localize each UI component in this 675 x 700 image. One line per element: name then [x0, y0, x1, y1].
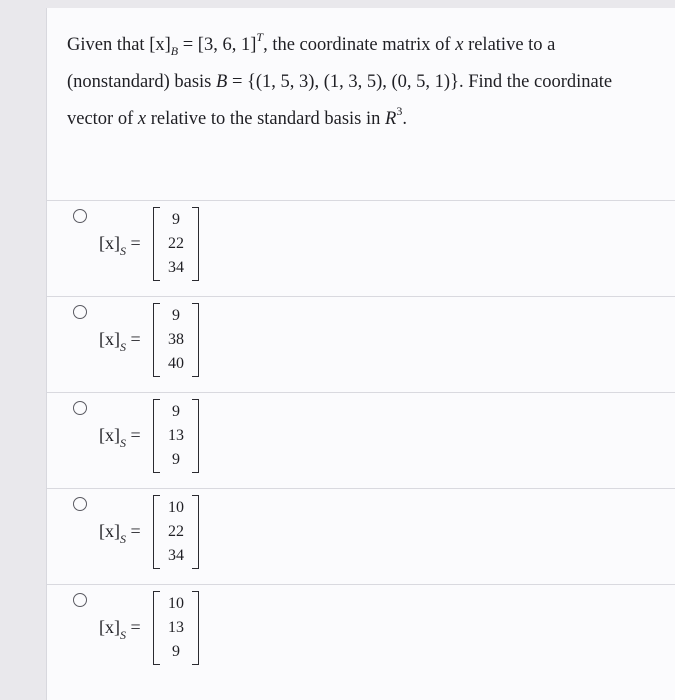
radio-button-icon[interactable]: [73, 305, 87, 319]
question-text: Given that $[x]_B = [3$, 6, 1]$^T$, the coordinate matrix of x relative to a (nonstandard) basis B = {(1, 5, 3), (1, 3, 5), (0, 5, 1)}. Find the coordinate vector of x relative to the standard basis in $R^3$.: [67, 30, 613, 129]
radio-button-icon[interactable]: [73, 593, 87, 607]
answer-option-5[interactable]: [47, 584, 675, 681]
option-label: $[x]_S$ =: [99, 617, 141, 642]
option-label: $[x]_S$ =: [99, 521, 141, 546]
vector-entry: 22: [168, 235, 184, 252]
vector-entry: 10: [168, 499, 184, 516]
vector-entry: 9: [172, 643, 180, 660]
vector-entry: 9: [172, 451, 180, 468]
radio-button-icon[interactable]: [73, 497, 87, 511]
column-vector: [153, 591, 199, 665]
vector-entry: 38: [168, 331, 184, 348]
vector-entry: 34: [168, 547, 184, 564]
question-card: [46, 8, 675, 700]
vector-entry: 9: [172, 211, 180, 228]
radio-button-icon[interactable]: [73, 209, 87, 223]
option-label: $[x]_S$ =: [99, 233, 141, 258]
radio-button-icon[interactable]: [73, 401, 87, 415]
column-vector: [153, 495, 199, 569]
option-label: $[x]_S$ =: [99, 329, 141, 354]
column-vector: [153, 399, 199, 473]
column-vector: [153, 303, 199, 377]
vector-entry: 40: [168, 355, 184, 372]
vector-entry: 13: [168, 427, 184, 444]
option-label: $[x]_S$ =: [99, 425, 141, 450]
answer-option-1[interactable]: [47, 200, 675, 297]
vector-entry: 22: [168, 523, 184, 540]
vector-entry: 10: [168, 595, 184, 612]
vector-entry: 9: [172, 403, 180, 420]
answer-option-2[interactable]: [47, 296, 675, 393]
answer-option-3[interactable]: [47, 392, 675, 489]
vector-entry: 9: [172, 307, 180, 324]
vector-entry: 34: [168, 259, 184, 276]
answer-option-4[interactable]: [47, 488, 675, 585]
column-vector: [153, 207, 199, 281]
vector-entry: 13: [168, 619, 184, 636]
